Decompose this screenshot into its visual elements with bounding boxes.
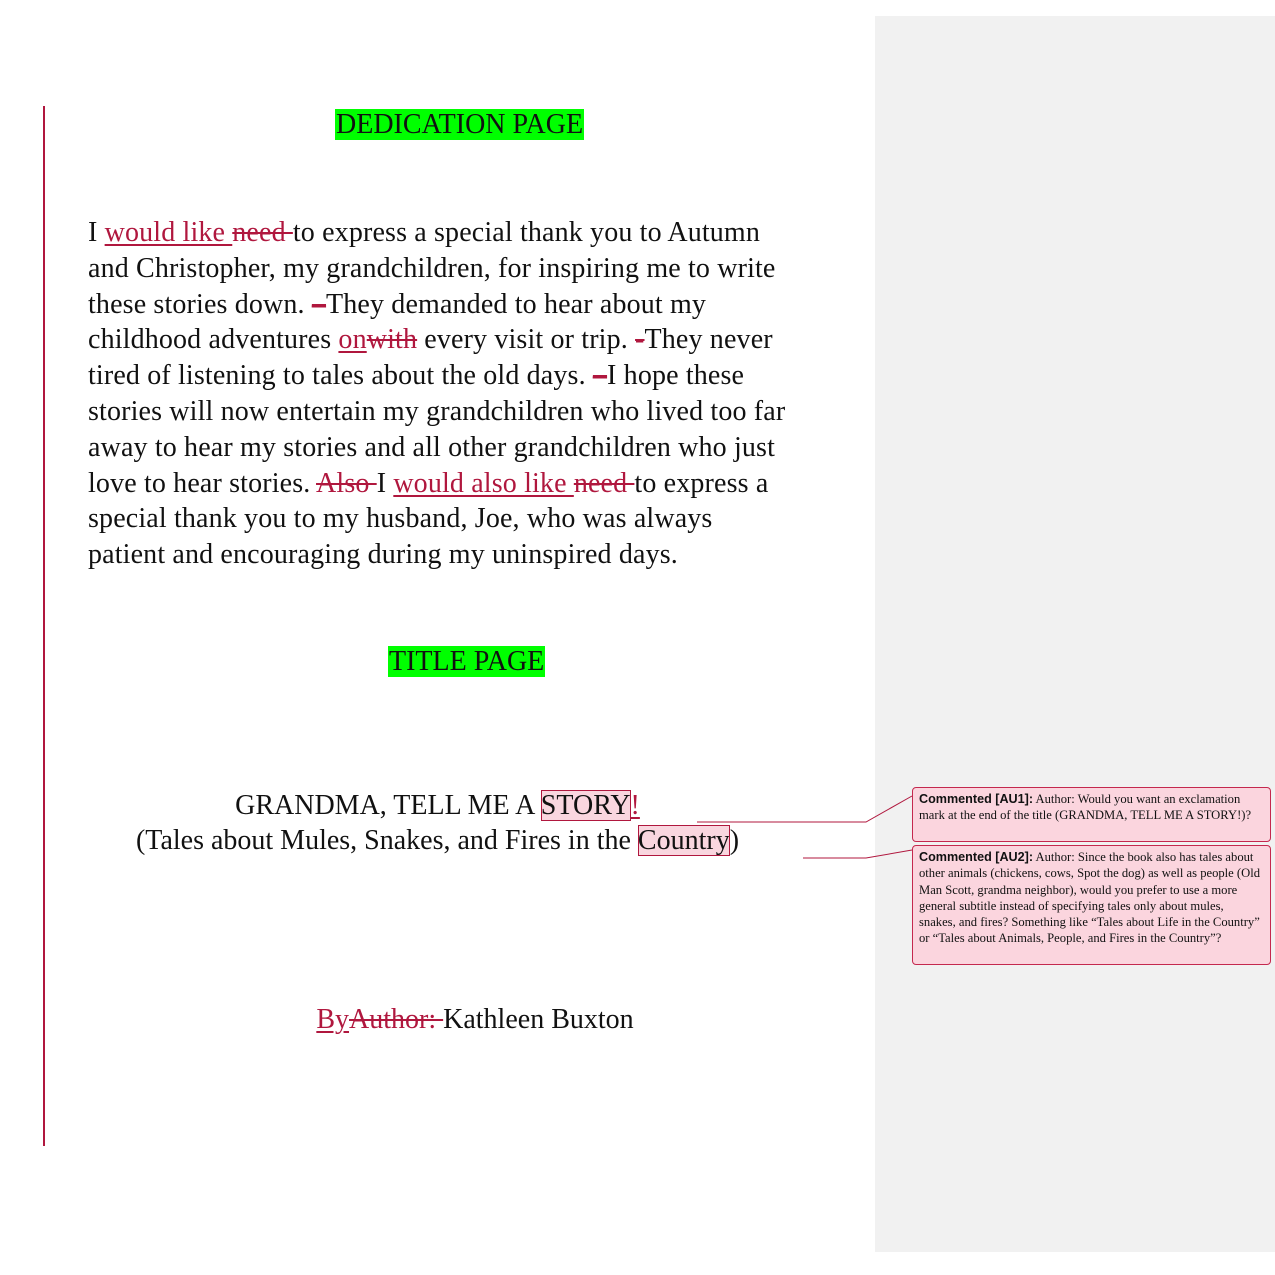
paragraph-line (88, 215, 878, 251)
deleted-text[interactable]: Also (316, 467, 377, 499)
title-page-heading-text: TITLE PAGE (389, 646, 545, 677)
text-run: I (376, 467, 394, 499)
inserted-text[interactable]: on (338, 324, 367, 356)
deleted-text[interactable]: with (366, 324, 418, 356)
inserted-text[interactable]: would also like (393, 467, 574, 499)
inserted-text[interactable]: would like (104, 217, 233, 248)
text-run: to express a (634, 467, 769, 499)
title-page-heading (388, 644, 545, 680)
author-byline[interactable] (0, 1002, 950, 1038)
deleted-text[interactable]: Author: (349, 1004, 444, 1035)
comment-balloon-au1[interactable] (912, 787, 1271, 842)
paragraph-line (88, 394, 878, 430)
book-subtitle[interactable] (0, 823, 875, 859)
paragraph-line (88, 466, 878, 502)
text-run: and Christopher, my grandchildren, for inspiring me to write (88, 252, 776, 284)
inserted-text[interactable]: By (316, 1004, 350, 1035)
text-run: They never (644, 324, 773, 356)
inserted-text[interactable]: ! (630, 790, 640, 821)
dedication-heading-text: DEDICATION PAGE (336, 109, 584, 140)
text-run: I hope these (607, 360, 745, 392)
text-run: patient and encouraging during my uninspired days. (88, 539, 678, 571)
paragraph-line (88, 501, 878, 537)
comment-text: Author: Since the book also has tales about other animals (chickens, cows, Spot the dog) as well as people (Old Man Scott, grandma neighbor), would you prefer to use a more general subtitle instead of specifying tales only about mules, snakes, and fires? Something like “Tales about Life in the Country” or “Tales about Animals, People, and Fires in the Country”? (919, 850, 1260, 946)
deleted-text[interactable]: need (232, 217, 293, 248)
text-run: They demanded to hear about my (326, 288, 707, 320)
text-run: to express a special thank you to Autumn (292, 217, 761, 248)
text-run: love to hear stories. (88, 467, 317, 499)
book-title[interactable] (0, 788, 875, 824)
paragraph-line (88, 430, 878, 466)
text-run: GRANDMA, TELL ME A (235, 790, 541, 821)
deleted-text[interactable]: – (592, 360, 608, 392)
paragraph-line (88, 322, 878, 358)
text-run: special thank you to my husband, Joe, who was always (88, 503, 713, 535)
text-run: ) (729, 825, 740, 856)
comment-anchor-au2[interactable]: Country (637, 825, 730, 856)
text-run: these stories down. (88, 288, 312, 320)
comment-label: Commented [AU1]: (919, 792, 1034, 806)
comment-margin-pane (875, 16, 1275, 1252)
text-run: every visit or trip. (417, 324, 636, 356)
comment-anchor-au1[interactable]: STORY (540, 790, 631, 821)
deleted-text[interactable]: need (573, 467, 635, 499)
author-name: Kathleen Buxton (443, 1004, 634, 1035)
dedication-paragraph[interactable] (88, 215, 878, 573)
deleted-text[interactable]: - (635, 324, 645, 356)
comment-balloon-au2[interactable] (912, 845, 1271, 965)
paragraph-line (88, 537, 878, 573)
change-bar (43, 106, 45, 1146)
text-run: childhood adventures (88, 324, 339, 356)
paragraph-line (88, 358, 878, 394)
text-run: away to hear my stories and all other grandchildren who just (88, 431, 776, 463)
text-run: (Tales about Mules, Snakes, and Fires in the (135, 825, 638, 856)
dedication-heading (335, 107, 584, 143)
text-run: I (88, 217, 105, 248)
text-run: tired of listening to tales about the old days. (88, 360, 593, 392)
comment-label: Commented [AU2]: (919, 850, 1034, 864)
deleted-text[interactable]: – (311, 288, 327, 320)
paragraph-line (88, 287, 878, 323)
paragraph-line (88, 251, 878, 287)
comment-text: Author: Would you want an exclamation mark at the end of the title (GRANDMA, TELL ME A STORY!)? (919, 792, 1252, 823)
text-run: stories will now entertain my grandchildren who lived too far (88, 395, 786, 427)
